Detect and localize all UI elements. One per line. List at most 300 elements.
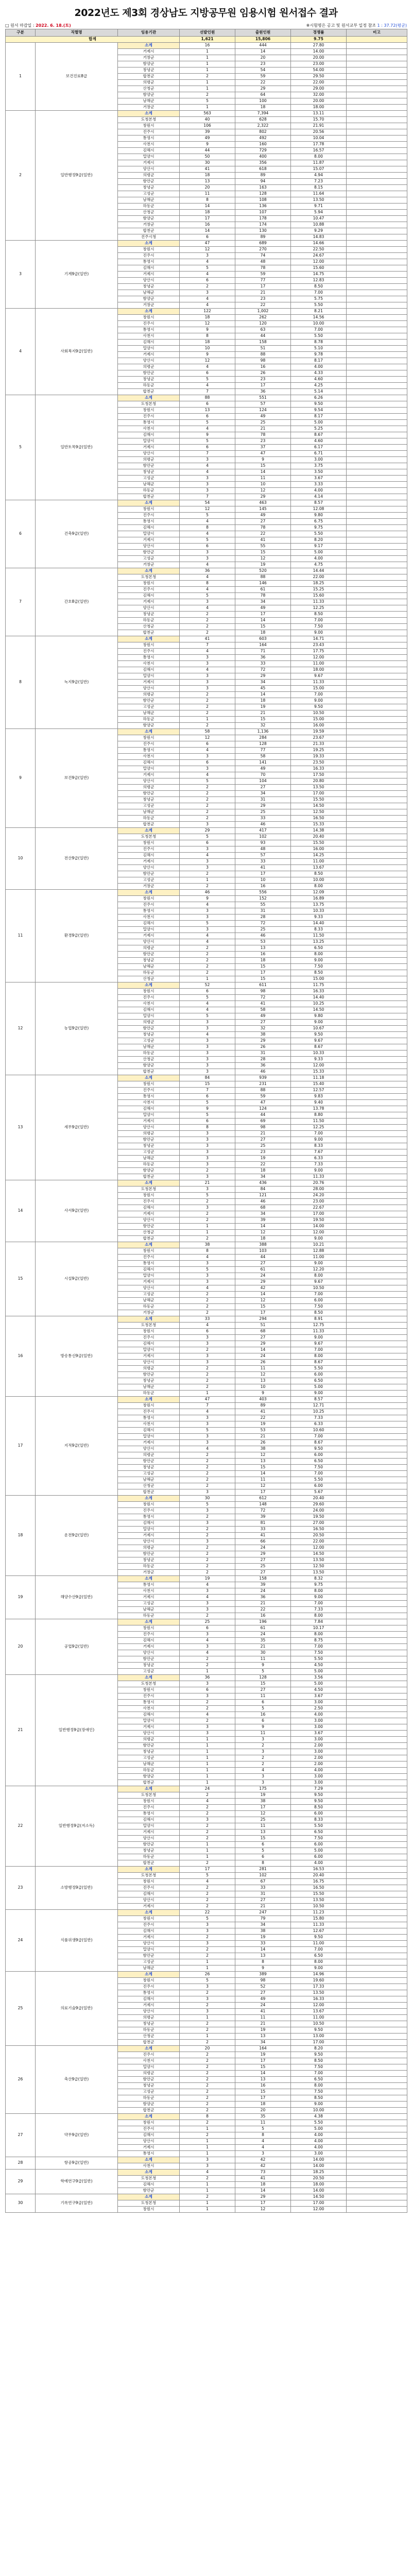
selected-count: 6 <box>180 544 235 550</box>
remark <box>347 1187 407 1193</box>
agency: 소계 <box>118 2046 180 2052</box>
selected-count: 4 <box>180 1712 235 1718</box>
competition-ratio: 20.40 <box>291 834 347 840</box>
applicant-count: 12 <box>235 1452 291 1459</box>
remark <box>347 265 407 272</box>
agency: 진주시 <box>118 321 180 327</box>
applicant-count: 15 <box>235 976 291 982</box>
selected-count: 6 <box>180 234 235 241</box>
applicant-count: 34 <box>235 791 291 797</box>
selected-count: 12 <box>180 321 235 327</box>
remark <box>347 2046 407 2052</box>
selected-count: 30 <box>180 160 235 166</box>
competition-ratio: 9.00 <box>291 2102 347 2108</box>
applicant-count: 29 <box>235 494 291 500</box>
remark <box>347 859 407 865</box>
applicant-count: 24 <box>235 1545 291 1551</box>
remark <box>347 513 407 519</box>
applicant-count: 270 <box>235 247 291 253</box>
competition-ratio: 12.00 <box>291 2003 347 2009</box>
remark <box>347 197 407 204</box>
remark <box>347 98 407 105</box>
applicant-count: 11 <box>235 2015 291 2021</box>
agency: 창녕군 <box>118 469 180 476</box>
selected-count: 3 <box>180 482 235 488</box>
competition-ratio: 11.00 <box>291 859 347 865</box>
remark <box>347 1050 407 1057</box>
agency: 진주시 <box>118 1335 180 1341</box>
competition-ratio: 14.50 <box>291 1007 347 1013</box>
competition-ratio: 17.78 <box>291 142 347 148</box>
agency: 함안군 <box>118 1459 180 1465</box>
selected-count: 2 <box>180 74 235 80</box>
applicant-count: 12 <box>235 1230 291 1236</box>
applicant-count: 27 <box>235 1557 291 1564</box>
competition-ratio: 22.67 <box>291 1205 347 1211</box>
competition-ratio: 7.00 <box>291 1947 347 1953</box>
selected-count: 1 <box>180 2033 235 2040</box>
remark <box>347 803 407 809</box>
remark <box>347 1075 407 1081</box>
applicant-count: 5 <box>235 1848 291 1854</box>
remark <box>347 1811 407 1817</box>
applicant-count: 31 <box>235 797 291 803</box>
applicant-count: 11 <box>235 1477 291 1483</box>
competition-ratio: 5.50 <box>291 1823 347 1829</box>
remark <box>347 1588 407 1595</box>
selected-count: 58 <box>180 729 235 735</box>
selected-count: 2 <box>180 803 235 809</box>
competition-ratio: 8.67 <box>291 1360 347 1366</box>
selected-count: 4 <box>180 1638 235 1644</box>
total-ratio: 9.75 <box>291 37 347 43</box>
remark <box>347 1038 407 1044</box>
remark <box>347 1205 407 1211</box>
selected-count: 3 <box>180 1174 235 1180</box>
remark <box>347 1638 407 1644</box>
selected-count: 2 <box>180 1551 235 1557</box>
competition-ratio: 11.33 <box>291 1174 347 1180</box>
position-name: 간호8급(일반) <box>36 568 118 636</box>
selected-count: 3 <box>180 599 235 605</box>
remark <box>347 1063 407 1069</box>
competition-ratio: 15.40 <box>291 1081 347 1088</box>
agency: 진주시 <box>118 1199 180 1205</box>
competition-ratio: 5.00 <box>291 550 347 556</box>
agency: 밀양시 <box>118 673 180 680</box>
applicant-count: 98 <box>235 358 291 364</box>
agency: 소계 <box>118 1972 180 1978</box>
competition-ratio: 15.00 <box>291 686 347 692</box>
remark <box>347 438 407 445</box>
selected-count: 1 <box>180 1768 235 1774</box>
competition-ratio: 16.33 <box>291 989 347 995</box>
applicant-count: 18 <box>235 698 291 704</box>
competition-ratio: 11.64 <box>291 191 347 197</box>
selected-count: 20 <box>180 2046 235 2052</box>
applicant-count: 49 <box>235 414 291 420</box>
competition-ratio: 9.00 <box>291 1236 347 1242</box>
applicant-count: 11 <box>235 1693 291 1700</box>
agency: 합천군 <box>118 1236 180 1242</box>
competition-ratio: 15.80 <box>291 1916 347 1922</box>
competition-ratio: 3.33 <box>291 482 347 488</box>
agency: 거제시 <box>118 1533 180 1539</box>
applicant-count: 33 <box>235 816 291 822</box>
agency: 밀양시 <box>118 346 180 352</box>
agency: 밀양시 <box>118 531 180 537</box>
competition-ratio: 10.50 <box>291 2021 347 2027</box>
agency: 함안군 <box>118 1137 180 1143</box>
agency: 진주시 <box>118 1632 180 1638</box>
competition-ratio: 18.25 <box>291 2170 347 2176</box>
remark <box>347 970 407 976</box>
competition-ratio: 3.00 <box>291 1774 347 1780</box>
applicant-count: 19 <box>235 2027 291 2033</box>
competition-ratio: 15.07 <box>291 166 347 173</box>
selected-count: 6 <box>180 1118 235 1125</box>
selected-count: 4 <box>180 605 235 612</box>
selected-count: 4 <box>180 302 235 309</box>
competition-ratio: 21.91 <box>291 123 347 129</box>
agency: 소계 <box>118 43 180 49</box>
section-number: 2 <box>6 111 36 241</box>
subtotal-row <box>6 1242 407 1248</box>
position-name: 건축9급(일반) <box>36 500 118 568</box>
competition-ratio: 6.75 <box>291 519 347 525</box>
agency: 소계 <box>118 2170 180 2176</box>
competition-ratio: 11.00 <box>291 661 347 667</box>
competition-ratio: 3.00 <box>291 1749 347 1755</box>
agency: 고성군 <box>118 1292 180 1298</box>
applicant-count: 11 <box>235 1656 291 1663</box>
agency: 거창군 <box>118 562 180 568</box>
competition-ratio: 8.50 <box>291 1805 347 1811</box>
agency: 양산시 <box>118 605 180 612</box>
remark <box>347 1230 407 1236</box>
competition-ratio: 18.00 <box>291 667 347 673</box>
selected-count: 3 <box>180 1360 235 1366</box>
agency: 창원시 <box>118 1978 180 1984</box>
selected-count: 4 <box>180 1409 235 1415</box>
agency: 남해군 <box>118 290 180 296</box>
selected-count: 4 <box>180 1285 235 1292</box>
competition-ratio: 4.00 <box>291 556 347 562</box>
selected-count: 2 <box>180 692 235 698</box>
competition-ratio: 14.38 <box>291 828 347 834</box>
applicant-count: 356 <box>235 160 291 166</box>
selected-count: 3 <box>180 846 235 853</box>
selected-count: 3 <box>180 661 235 667</box>
agency: 도청본청 <box>118 2200 180 2207</box>
competition-ratio: 8.50 <box>291 871 347 877</box>
agency: 진주시 <box>118 587 180 593</box>
remark <box>347 2170 407 2176</box>
selected-count: 1 <box>180 86 235 92</box>
selected-count: 10 <box>180 346 235 352</box>
applicant-count: 52 <box>235 1984 291 1990</box>
agency: 남해군 <box>118 1761 180 1768</box>
competition-ratio: 15.70 <box>291 117 347 123</box>
applicant-count: 13 <box>235 1953 291 1959</box>
agency: 함안군 <box>118 1372 180 1378</box>
position-name: 항공9급(일반) <box>36 2157 118 2170</box>
applicant-count: 36 <box>235 389 291 395</box>
remark <box>347 1131 407 1137</box>
section-number: 30 <box>6 2194 36 2213</box>
agency: 하동군 <box>118 1613 180 1619</box>
applicant-count: 73 <box>235 2170 291 2176</box>
competition-ratio: 9.67 <box>291 1038 347 1044</box>
competition-ratio: 11.50 <box>291 933 347 939</box>
applicant-count: 4 <box>235 1768 291 1774</box>
applicant-count: 88 <box>235 1088 291 1094</box>
remark <box>347 2089 407 2095</box>
applicant-count: 41 <box>235 865 291 871</box>
competition-ratio: 7.50 <box>291 624 347 630</box>
competition-ratio: 7.84 <box>291 1619 347 1625</box>
agency: 소계 <box>118 1867 180 1873</box>
agency: 함안군 <box>118 1743 180 1749</box>
applicant-count: 63 <box>235 327 291 333</box>
selected-count: 1 <box>180 1965 235 1972</box>
competition-ratio: 8.00 <box>291 2083 347 2089</box>
applicant-count: 14 <box>235 1947 291 1953</box>
agency: 하동군 <box>118 2095 180 2102</box>
selected-count: 7 <box>180 1088 235 1094</box>
remark <box>347 2083 407 2089</box>
competition-ratio: 4.00 <box>291 2145 347 2151</box>
competition-ratio: 20.00 <box>291 98 347 105</box>
agency: 도청본청 <box>118 2176 180 2182</box>
competition-ratio: 11.33 <box>291 599 347 605</box>
remark <box>347 1953 407 1959</box>
remark <box>347 568 407 574</box>
selected-count: 3 <box>180 1693 235 1700</box>
competition-ratio: 22.00 <box>291 574 347 581</box>
applicant-count: 4 <box>235 2145 291 2151</box>
competition-ratio: 9.50 <box>291 401 347 408</box>
selected-count: 3 <box>180 865 235 871</box>
agency: 의령군 <box>118 1737 180 1743</box>
applicant-count: 89 <box>235 173 291 179</box>
agency: 거제시 <box>118 1904 180 1910</box>
agency: 소계 <box>118 1675 180 1681</box>
competition-ratio: 8.00 <box>291 1273 347 1279</box>
agency: 창녕군 <box>118 67 180 74</box>
remark <box>347 908 407 914</box>
col-header: 구분 <box>6 29 36 37</box>
remark <box>347 1310 407 1316</box>
competition-ratio: 3.50 <box>291 469 347 476</box>
remark <box>347 204 407 210</box>
selected-count: 88 <box>180 395 235 401</box>
applicant-count: 88 <box>235 352 291 358</box>
competition-ratio: 10.50 <box>291 1904 347 1910</box>
agency: 소계 <box>118 2114 180 2120</box>
selected-count: 18 <box>180 340 235 346</box>
competition-ratio: 9.00 <box>291 698 347 704</box>
agency: 양산시 <box>118 544 180 550</box>
selected-count: 2 <box>180 970 235 976</box>
agency: 사천시 <box>118 2058 180 2064</box>
agency: 함안군 <box>118 550 180 556</box>
competition-ratio: 8.91 <box>291 1316 347 1323</box>
remark <box>347 636 407 642</box>
remark <box>347 2157 407 2163</box>
agency: 양산시 <box>118 1836 180 1842</box>
competition-ratio: 3.00 <box>291 2151 347 2157</box>
selected-count: 1 <box>180 877 235 884</box>
applicant-count: 88 <box>235 574 291 581</box>
agency: 창녕군 <box>118 1663 180 1669</box>
agency: 김해시 <box>118 921 180 927</box>
subtotal-row <box>6 2114 407 2120</box>
applicant-count: 35 <box>235 2114 291 2120</box>
competition-ratio: 19.50 <box>291 1514 347 1520</box>
remark <box>347 1465 407 1471</box>
remark <box>347 1687 407 1693</box>
competition-ratio: 5.50 <box>291 531 347 537</box>
selected-count: 8 <box>180 197 235 204</box>
section-number: 18 <box>6 1496 36 1576</box>
selected-count: 21 <box>180 1180 235 1187</box>
competition-ratio: 3.56 <box>291 1675 347 1681</box>
competition-ratio: 14.71 <box>291 636 347 642</box>
remark <box>347 2114 407 2120</box>
remark <box>347 933 407 939</box>
remark <box>347 2040 407 2046</box>
section-number: 25 <box>6 1972 36 2046</box>
agency: 함안군 <box>118 370 180 377</box>
applicant-count: 15 <box>235 1304 291 1310</box>
competition-ratio: 14.00 <box>291 2163 347 2170</box>
applicant-count: 21 <box>235 1601 291 1607</box>
competition-ratio: 9.00 <box>291 1261 347 1267</box>
remark <box>347 408 407 414</box>
selected-count: 6 <box>180 370 235 377</box>
agency: 하동군 <box>118 717 180 723</box>
competition-ratio: 14.00 <box>291 2157 347 2163</box>
competition-ratio: 9.00 <box>291 1595 347 1601</box>
selected-count: 2 <box>180 945 235 952</box>
competition-ratio: 15.33 <box>291 1069 347 1075</box>
agency: 남해군 <box>118 809 180 816</box>
selected-count: 5 <box>180 995 235 1001</box>
agency: 도청본청 <box>118 1681 180 1687</box>
applicant-count: 44 <box>235 333 291 340</box>
competition-ratio: 7.67 <box>291 1149 347 1156</box>
applicant-count: 34 <box>235 1922 291 1928</box>
remark <box>347 1613 407 1619</box>
remark <box>347 1471 407 1477</box>
applicant-count: 2 <box>235 1755 291 1761</box>
applicant-count: 23 <box>235 377 291 383</box>
agency: 창원시 <box>118 1799 180 1805</box>
remark <box>347 698 407 704</box>
section-number: 4 <box>6 309 36 395</box>
applicant-count: 45 <box>235 686 291 692</box>
competition-ratio: 12.00 <box>291 1230 347 1236</box>
remark <box>347 1551 407 1557</box>
remark <box>347 1644 407 1650</box>
selected-count: 5 <box>180 438 235 445</box>
applicant-count: 247 <box>235 1910 291 1916</box>
competition-ratio: 7.00 <box>291 1347 347 1353</box>
competition-ratio: 16.50 <box>291 1885 347 1891</box>
remark <box>347 729 407 735</box>
selected-count: 12 <box>180 506 235 513</box>
selected-count: 3 <box>180 927 235 933</box>
applicant-count: 3 <box>235 1737 291 1743</box>
section-number: 3 <box>6 241 36 309</box>
selected-count: 2 <box>180 785 235 791</box>
selected-count: 3 <box>180 1137 235 1143</box>
applicant-count: 27 <box>235 519 291 525</box>
selected-count: 1 <box>180 976 235 982</box>
remark <box>347 222 407 228</box>
selected-count: 3 <box>180 1187 235 1193</box>
agency: 김해시 <box>118 667 180 673</box>
applicant-count: 802 <box>235 129 291 135</box>
position-name: 시설9급(일반) <box>36 1242 118 1316</box>
selected-count: 2 <box>180 1545 235 1551</box>
remark <box>347 1285 407 1292</box>
competition-ratio: 8.17 <box>291 414 347 420</box>
selected-count: 4 <box>180 364 235 370</box>
remark <box>347 210 407 216</box>
remark <box>347 1292 407 1298</box>
remark <box>347 86 407 92</box>
selected-count: 2 <box>180 2120 235 2126</box>
remark <box>347 1817 407 1823</box>
agency: 거창군 <box>118 222 180 228</box>
selected-count: 4 <box>180 383 235 389</box>
remark <box>347 834 407 840</box>
competition-ratio: 9.50 <box>291 1032 347 1038</box>
agency: 진주시청 <box>118 234 180 241</box>
agency: 창녕군 <box>118 1465 180 1471</box>
competition-ratio: 14.40 <box>291 921 347 927</box>
competition-ratio: 5.00 <box>291 1384 347 1391</box>
subtotal-row <box>6 1972 407 1978</box>
selected-count: 4 <box>180 562 235 568</box>
applicant-count: 29 <box>235 803 291 809</box>
agency: 거제시 <box>118 1724 180 1731</box>
agency: 합천군 <box>118 2040 180 2046</box>
remark <box>347 2120 407 2126</box>
applicant-count: 2,322 <box>235 123 291 129</box>
remark <box>347 1935 407 1941</box>
agency: 창원시 <box>118 408 180 414</box>
competition-ratio: 29.50 <box>291 74 347 80</box>
competition-ratio: 8.50 <box>291 1310 347 1316</box>
competition-ratio: 4.60 <box>291 377 347 383</box>
remark <box>347 1706 407 1712</box>
applicant-count: 21 <box>235 1644 291 1650</box>
remark <box>347 1409 407 1415</box>
applicant-count: 8 <box>235 1860 291 1867</box>
position-name: 전산9급(일반) <box>36 828 118 890</box>
agency: 하동군 <box>118 2027 180 2033</box>
applicant-count: 152 <box>235 896 291 902</box>
applicant-count: 175 <box>235 1786 291 1792</box>
competition-ratio: 9.83 <box>291 1094 347 1100</box>
competition-ratio: 11.00 <box>291 1941 347 1947</box>
competition-ratio: 10.50 <box>291 1285 347 1292</box>
agency: 거제시 <box>118 445 180 451</box>
subtotal-row <box>6 111 407 117</box>
